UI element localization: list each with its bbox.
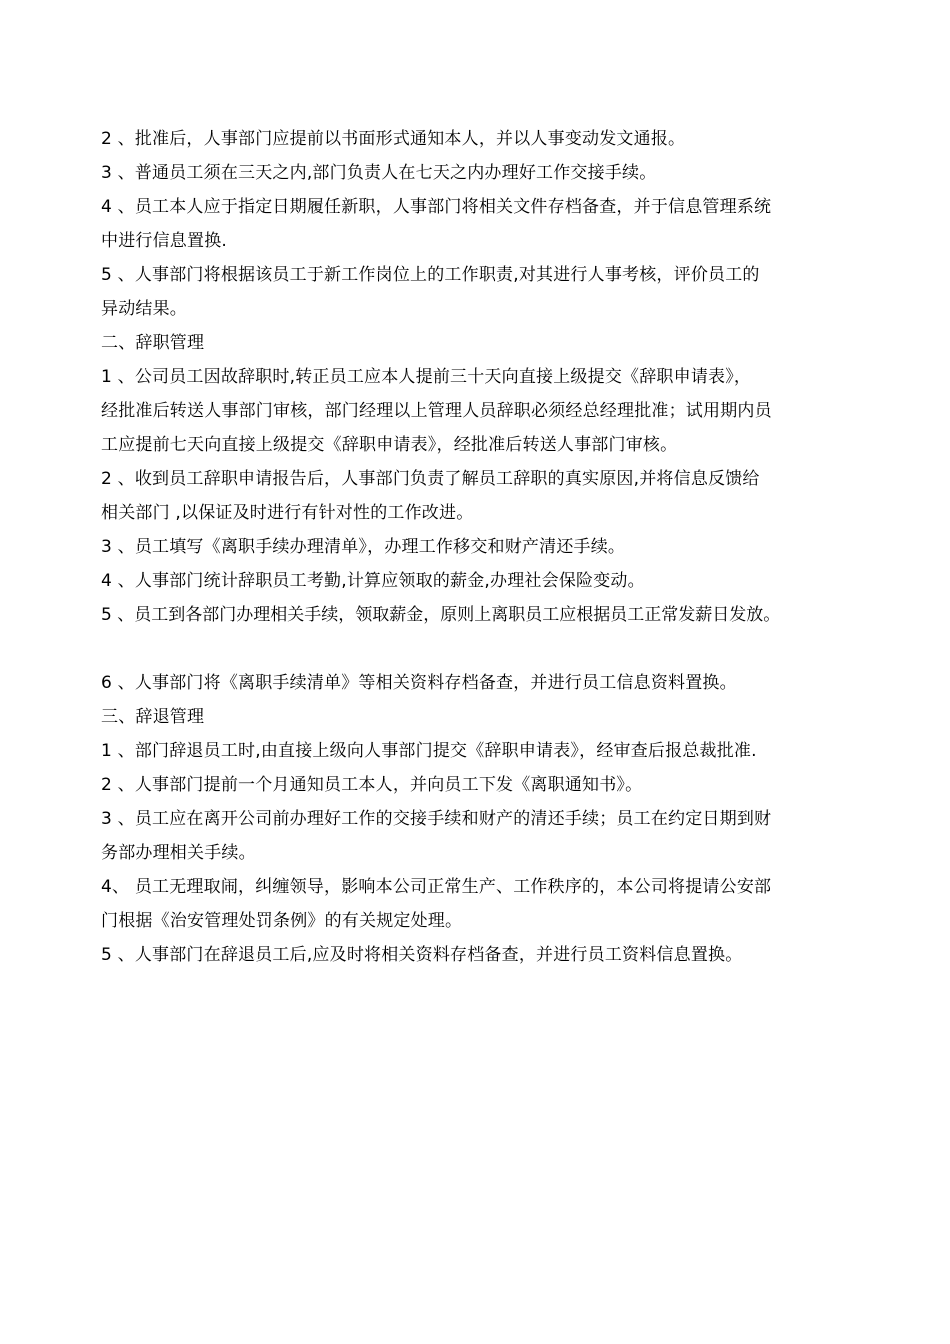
text-line: 6 、人事部门将《离职手续清单》等相关资料存档备查，并进行员工信息资料置换。 [101,673,737,693]
text-line: 1 、公司员工因故辞职时,转正员工应本人提前三十天向直接上级提交《辞职申请表》， [101,367,752,387]
text-line: 经批准后转送人事部门审核，部门经理以上管理人员辞职必须经总经理批准；试用期内员 [101,401,772,421]
text-line: 3 、员工应在离开公司前办理好工作的交接手续和财产的清还手续；员工在约定日期到财 [101,809,772,829]
text-line: 3 、员工填写《离职手续办理清单》，办理工作移交和财产清还手续。 [101,537,626,557]
text-line: 门根据《治安管理处罚条例》的有关规定处理。 [101,911,463,931]
text-line: 异动结果。 [101,299,187,319]
text-line: 相关部门 ,以保证及时进行有针对性的工作改进。 [101,503,474,523]
text-line: 4 、员工本人应于指定日期履任新职，人事部门将相关文件存档备查，并于信息管理系统 [101,197,772,217]
text-line: 4 、人事部门统计辞职员工考勤,计算应领取的薪金,办理社会保险变动。 [101,571,645,591]
paragraph-gap [101,632,861,666]
text-line: 2 、批准后，人事部门应提前以书面形式通知本人，并以人事变动发文通报。 [101,129,686,149]
text-line: 5 、人事部门将根据该员工于新工作岗位上的工作职责,对其进行人事考核，评价员工的 [101,265,760,285]
text-line: 工应提前七天向直接上级提交《辞职申请表》，经批准后转送人事部门审核。 [101,435,678,455]
section-heading: 二、辞职管理 [101,333,205,353]
text-line: 2 、收到员工辞职申请报告后，人事部门负责了解员工辞职的真实原因,并将信息反馈给 [101,469,760,489]
text-line: 5 、员工到各部门办理相关手续，领取薪金，原则上离职员工应根据员工正常发薪日发放。 [101,605,781,625]
text-line: 中进行信息置换. [101,231,228,251]
text-line: 3 、普通员工须在三天之内,部门负责人在七天之内办理好工作交接手续。 [101,163,657,183]
text-line: 4、 员工无理取闹，纠缠领导，影响本公司正常生产、工作秩序的，本公司将提请公安部 [101,877,772,897]
text-line: 务部办理相关手续。 [101,843,256,863]
text-line: 2 、人事部门提前一个月通知员工本人，并向员工下发《离职通知书》。 [101,775,643,795]
section-heading: 三、辞退管理 [101,707,205,727]
document-body [101,122,861,972]
text-line: 5 、人事部门在辞退员工后,应及时将相关资料存档备查，并进行员工资料信息置换。 [101,945,743,965]
text-line: 1 、部门辞退员工时,由直接上级向人事部门提交《辞职申请表》，经审查后报总裁批准. [101,741,757,761]
